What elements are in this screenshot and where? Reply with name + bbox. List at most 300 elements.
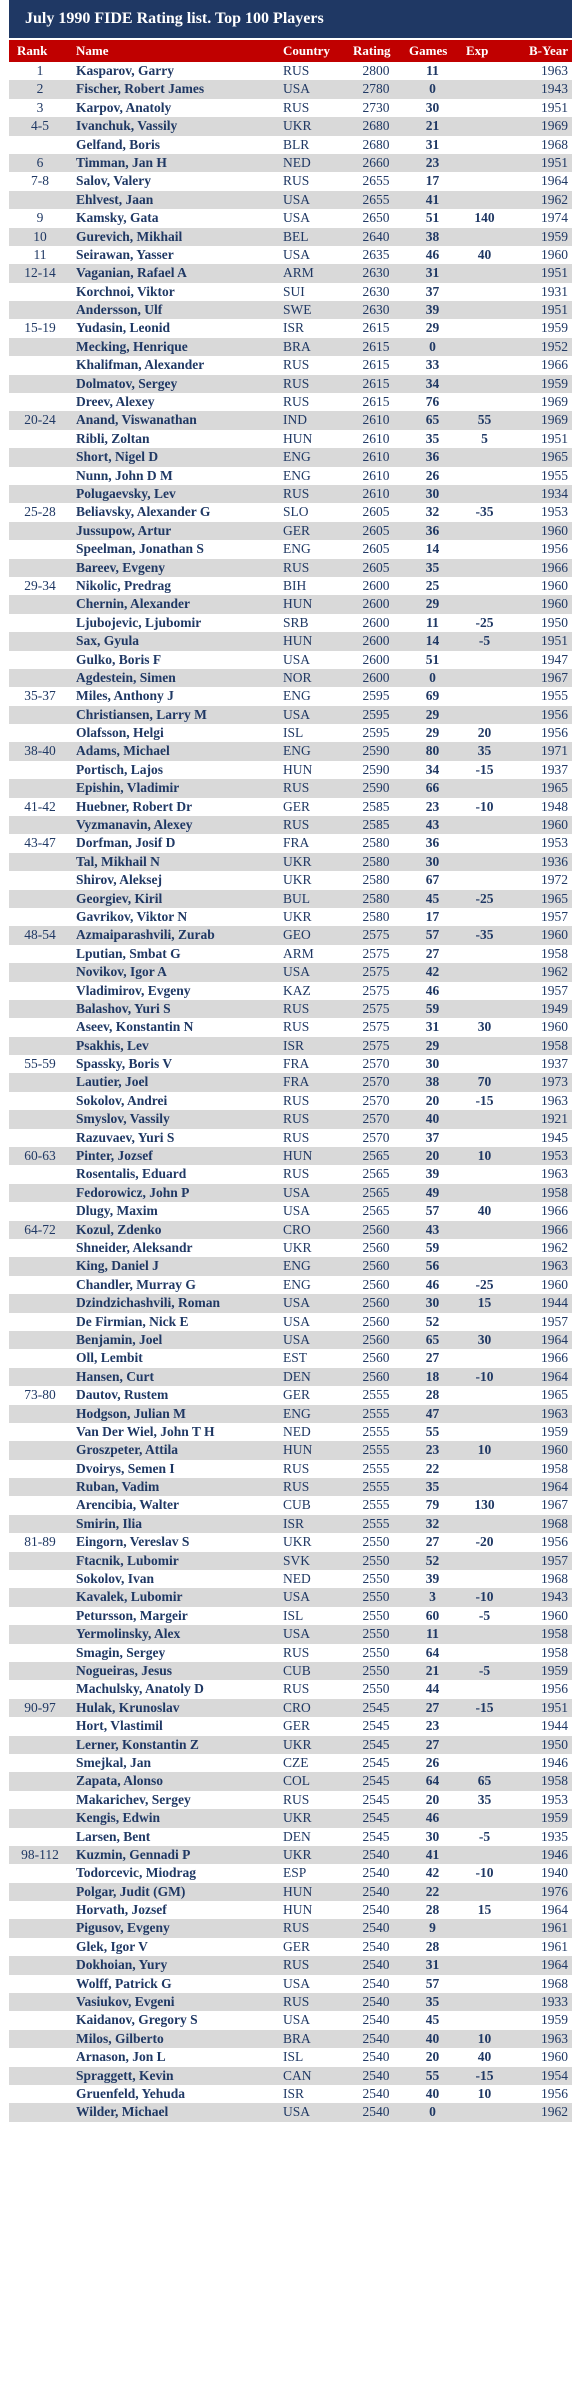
table-row <box>9 1901 572 1919</box>
cell-name: Ehlvest, Jaan <box>76 191 154 207</box>
cell-games: 26 <box>425 1754 440 1770</box>
cell-name: Vladimirov, Evgeny <box>76 982 191 998</box>
cell-country: RUS <box>283 1681 310 1697</box>
cell-name: Kozul, Zdenko <box>76 1221 162 1237</box>
cell-rating: 2540 <box>362 2085 390 2101</box>
cell-rating: 2580 <box>362 835 390 851</box>
table-row <box>9 522 572 540</box>
cell-rank <box>9 2011 71 2029</box>
cell-games: 37 <box>425 283 440 299</box>
table-row <box>9 614 572 632</box>
table-row <box>9 2067 572 2085</box>
cell-exp <box>461 1883 508 1901</box>
cell-games: 0 <box>429 669 436 685</box>
cell-rating: 2545 <box>362 1699 390 1715</box>
cell-exp <box>461 963 508 981</box>
cell-rank <box>9 1129 71 1147</box>
table-row <box>9 1018 572 1036</box>
cell-rank: 64-72 <box>24 1221 56 1237</box>
cell-rating: 2540 <box>362 1883 390 1899</box>
cell-exp <box>461 853 508 871</box>
table-row <box>9 1717 572 1735</box>
cell-games: 64 <box>425 1644 440 1660</box>
cell-name: Wilder, Michael <box>76 2104 169 2120</box>
cell-rating: 2540 <box>362 2030 390 2046</box>
cell-country: GER <box>283 522 310 538</box>
cell-exp <box>461 1846 508 1864</box>
cell-country: USA <box>283 1203 311 1219</box>
cell-rank <box>9 1184 71 1202</box>
cell-birth-year: 1966 <box>541 559 568 575</box>
table-row <box>9 1864 572 1882</box>
cell-rank <box>9 1478 71 1496</box>
table-row <box>9 1607 572 1625</box>
cell-rank <box>9 1294 71 1312</box>
cell-name: Christiansen, Larry M <box>76 706 207 722</box>
cell-rating: 2590 <box>362 761 390 777</box>
table-row <box>9 853 572 871</box>
cell-rank: 7-8 <box>31 173 49 189</box>
cell-games: 38 <box>425 228 440 244</box>
cell-birth-year: 1953 <box>541 504 568 520</box>
cell-games: 30 <box>425 99 440 115</box>
table-row <box>9 982 572 1000</box>
cell-name: Mecking, Henrique <box>76 338 188 354</box>
cell-rank: 60-63 <box>24 1148 56 1164</box>
cell-country: ARM <box>283 265 314 281</box>
cell-rating: 2550 <box>362 1534 390 1550</box>
header-birth-year: B-Year <box>529 43 568 58</box>
cell-country: USA <box>283 2104 311 2120</box>
cell-name: Seirawan, Yasser <box>76 246 174 262</box>
cell-exp <box>461 1754 508 1772</box>
cell-rating: 2590 <box>362 780 390 796</box>
cell-rating: 2550 <box>362 1626 390 1642</box>
cell-rating: 2560 <box>362 1240 390 1255</box>
cell-rating: 2560 <box>362 1276 390 1292</box>
cell-games: 35 <box>425 1994 440 2010</box>
cell-rank <box>9 1993 71 2011</box>
rating-table <box>9 0 572 2122</box>
cell-rating: 2605 <box>362 504 390 520</box>
cell-rank: 3 <box>36 99 44 115</box>
cell-birth-year: 1968 <box>541 1975 568 1991</box>
cell-birth-year: 1960 <box>541 2049 568 2065</box>
table-row <box>9 651 572 669</box>
cell-birth-year: 1958 <box>541 1184 568 1200</box>
header-exp: Exp <box>466 43 489 58</box>
cell-name: Fischer, Robert James <box>76 81 205 97</box>
cell-rank <box>9 1073 71 1091</box>
cell-exp <box>461 136 508 154</box>
table-row <box>9 1110 572 1128</box>
cell-country: COL <box>283 1773 310 1789</box>
cell-exp <box>461 485 508 503</box>
cell-games: 46 <box>425 982 440 998</box>
cell-rating: 2565 <box>362 1148 390 1164</box>
cell-rating: 2560 <box>362 1221 390 1237</box>
cell-games: 33 <box>425 357 440 373</box>
cell-rank <box>9 871 71 889</box>
cell-birth-year: 1955 <box>541 688 568 704</box>
cell-birth-year: 1965 <box>541 780 568 796</box>
cell-rating: 2540 <box>362 2049 390 2065</box>
cell-name: Anand, Viswanathan <box>76 412 197 428</box>
cell-country: USA <box>283 1589 311 1605</box>
cell-rank <box>9 632 71 650</box>
cell-rank <box>9 963 71 981</box>
cell-country: RUS <box>283 817 310 833</box>
cell-birth-year: 1958 <box>541 1460 568 1476</box>
cell-rank: 25-28 <box>24 504 56 520</box>
cell-rank <box>9 1110 71 1128</box>
cell-exp <box>461 2011 508 2029</box>
cell-name: Gurevich, Mikhail <box>76 228 183 244</box>
cell-rating: 2575 <box>362 927 390 943</box>
cell-birth-year: 1965 <box>541 1387 568 1403</box>
cell-games: 52 <box>425 1552 440 1568</box>
cell-name: Makarichev, Sergey <box>76 1791 191 1807</box>
cell-country: ENG <box>283 541 311 557</box>
cell-name: Dokhoian, Yury <box>76 1957 168 1973</box>
cell-rank <box>9 1202 71 1220</box>
table-row <box>9 595 572 613</box>
cell-exp <box>461 1037 508 1055</box>
cell-exp <box>461 669 508 687</box>
cell-name: Dlugy, Maxim <box>76 1203 158 1219</box>
cell-country: USA <box>283 1975 311 1991</box>
table-row <box>9 1938 572 1956</box>
cell-games: 57 <box>425 1203 440 1219</box>
cell-country: RUS <box>283 1957 310 1973</box>
table-row <box>9 1699 572 1717</box>
cell-exp <box>461 1349 508 1367</box>
cell-country: EST <box>283 1350 308 1366</box>
cell-birth-year: 1951 <box>541 1699 568 1715</box>
cell-country: ENG <box>283 1405 311 1421</box>
cell-rank <box>9 2067 71 2085</box>
cell-games: 40 <box>425 2085 440 2101</box>
cell-birth-year: 1958 <box>541 1644 568 1660</box>
cell-country: ENG <box>283 1258 311 1274</box>
header-country: Country <box>283 43 330 58</box>
cell-country: RUS <box>283 1166 310 1182</box>
cell-rank <box>9 2103 71 2121</box>
table-row <box>9 963 572 981</box>
cell-exp <box>461 283 508 301</box>
cell-birth-year: 1956 <box>541 1534 568 1550</box>
cell-exp <box>461 1000 508 1018</box>
cell-birth-year: 1951 <box>541 99 568 115</box>
cell-exp: 15 <box>477 1295 492 1311</box>
cell-games: 23 <box>425 1442 440 1458</box>
cell-games: 46 <box>425 1276 440 1292</box>
cell-name: Korchnoi, Viktor <box>76 283 175 299</box>
cell-games: 42 <box>425 1865 440 1881</box>
cell-rating: 2580 <box>362 908 390 924</box>
cell-country: CAN <box>283 2067 312 2083</box>
cell-rating: 2640 <box>362 228 390 244</box>
cell-birth-year: 1969 <box>541 412 568 428</box>
cell-games: 66 <box>425 780 440 796</box>
cell-birth-year: 1946 <box>541 1754 568 1770</box>
cell-country: HUN <box>283 430 313 446</box>
cell-rating: 2585 <box>362 798 390 814</box>
cell-rating: 2570 <box>362 1074 390 1090</box>
cell-exp <box>461 706 508 724</box>
cell-rating: 2560 <box>362 1368 390 1384</box>
cell-rank <box>9 356 71 374</box>
table-row <box>9 1423 572 1441</box>
cell-rank <box>9 375 71 393</box>
table-row <box>9 117 572 135</box>
cell-rating: 2595 <box>362 725 390 741</box>
cell-country: USA <box>283 2012 311 2028</box>
cell-games: 46 <box>425 246 440 262</box>
cell-rating: 2555 <box>362 1405 390 1421</box>
cell-games: 27 <box>425 1534 440 1550</box>
cell-birth-year: 1958 <box>541 1626 568 1642</box>
cell-rank <box>9 669 71 687</box>
table-row <box>9 724 572 742</box>
cell-games: 26 <box>425 467 440 483</box>
cell-exp <box>461 1386 508 1404</box>
cell-country: RUS <box>283 1791 310 1807</box>
cell-country: NED <box>283 154 311 170</box>
cell-games: 11 <box>426 614 439 630</box>
cell-exp: -10 <box>475 798 494 814</box>
cell-rating: 2550 <box>362 1644 390 1660</box>
cell-games: 22 <box>425 1883 440 1899</box>
cell-rank <box>9 1919 71 1937</box>
cell-country: BEL <box>283 228 309 244</box>
cell-name: Dreev, Alexey <box>76 394 155 410</box>
cell-rating: 2680 <box>362 118 390 134</box>
cell-games: 30 <box>425 853 440 869</box>
cell-exp <box>461 1938 508 1956</box>
cell-exp <box>461 1736 508 1754</box>
cell-rating: 2780 <box>362 81 390 97</box>
cell-exp <box>461 1956 508 1974</box>
cell-exp <box>461 779 508 797</box>
cell-country: RUS <box>283 1644 310 1660</box>
cell-birth-year: 1967 <box>541 669 568 685</box>
cell-exp: -10 <box>475 1589 494 1605</box>
cell-games: 59 <box>425 1240 440 1255</box>
cell-rating: 2610 <box>362 467 390 483</box>
cell-rank <box>9 1515 71 1533</box>
cell-rank <box>9 779 71 797</box>
cell-exp <box>461 1717 508 1735</box>
cell-birth-year: 1960 <box>541 522 568 538</box>
cell-name: Dvoirys, Semen I <box>76 1460 175 1476</box>
cell-games: 25 <box>425 577 440 593</box>
cell-exp <box>461 338 508 356</box>
table-row <box>9 1919 572 1937</box>
cell-exp <box>461 1313 508 1331</box>
cell-birth-year: 1958 <box>541 945 568 961</box>
cell-exp <box>461 1423 508 1441</box>
table-row <box>9 1239 572 1257</box>
table-row <box>9 301 572 319</box>
cell-rank <box>9 1257 71 1275</box>
cell-rating: 2630 <box>362 283 390 299</box>
cell-name: Gelfand, Boris <box>76 136 161 152</box>
cell-name: Olafsson, Helgi <box>76 725 164 741</box>
cell-name: Georgiev, Kiril <box>76 890 163 906</box>
cell-games: 67 <box>425 872 440 888</box>
cell-games: 36 <box>425 449 440 465</box>
cell-rating: 2575 <box>362 1037 390 1053</box>
table-row <box>9 1055 572 1073</box>
cell-exp: -10 <box>475 1865 494 1881</box>
cell-exp: 65 <box>477 1773 492 1789</box>
cell-rating: 2540 <box>362 1957 390 1973</box>
cell-rank <box>9 1496 71 1514</box>
cell-rating: 2565 <box>362 1166 390 1182</box>
cell-exp: 40 <box>477 2049 492 2065</box>
cell-country: HUN <box>283 1442 313 1458</box>
cell-birth-year: 1973 <box>541 1074 568 1090</box>
cell-rating: 2600 <box>362 596 390 612</box>
table-row <box>9 338 572 356</box>
cell-rank <box>9 1883 71 1901</box>
cell-birth-year: 1966 <box>541 357 568 373</box>
table-row <box>9 559 572 577</box>
cell-exp <box>461 982 508 1000</box>
cell-name: Vaganian, Rafael A <box>76 265 187 281</box>
cell-rank <box>9 1791 71 1809</box>
cell-games: 80 <box>425 743 440 759</box>
cell-birth-year: 1960 <box>541 1442 568 1458</box>
cell-name: Agdestein, Simen <box>76 669 176 685</box>
table-row <box>9 816 572 834</box>
cell-exp: 35 <box>477 1791 492 1807</box>
table-body <box>9 62 572 2122</box>
cell-country: UKR <box>283 1736 312 1752</box>
cell-exp <box>461 467 508 485</box>
cell-country: USA <box>283 81 311 97</box>
cell-exp <box>461 522 508 540</box>
cell-country: SWE <box>283 302 312 318</box>
cell-name: Vyzmanavin, Alexey <box>76 817 193 833</box>
cell-name: Ribli, Zoltan <box>76 430 150 446</box>
cell-exp <box>461 1570 508 1588</box>
cell-exp: -35 <box>475 927 494 943</box>
cell-name: Jussupow, Artur <box>76 522 172 538</box>
cell-country: GER <box>283 1387 310 1403</box>
cell-rating: 2555 <box>362 1479 390 1495</box>
cell-rating: 2610 <box>362 430 390 446</box>
cell-games: 9 <box>429 1920 436 1936</box>
cell-rating: 2560 <box>362 1295 390 1311</box>
cell-birth-year: 1963 <box>541 1405 568 1421</box>
table-row <box>9 908 572 926</box>
cell-exp <box>461 1110 508 1128</box>
cell-rating: 2570 <box>362 1056 390 1072</box>
cell-exp <box>461 99 508 117</box>
cell-rank <box>9 301 71 319</box>
cell-country: FRA <box>283 835 310 851</box>
cell-rank <box>9 1331 71 1349</box>
cell-games: 43 <box>425 817 440 833</box>
cell-exp <box>461 945 508 963</box>
table-row <box>9 1552 572 1570</box>
cell-name: Kengis, Edwin <box>76 1810 161 1826</box>
cell-exp: -15 <box>475 2067 494 2083</box>
table-header <box>9 38 572 62</box>
cell-birth-year: 1962 <box>541 1240 568 1255</box>
cell-rating: 2555 <box>362 1497 390 1513</box>
cell-exp <box>461 1055 508 1073</box>
table-row <box>9 1515 572 1533</box>
cell-rating: 2550 <box>362 1589 390 1605</box>
cell-exp <box>461 1625 508 1643</box>
cell-country: UKR <box>283 853 312 869</box>
cell-rank: 15-19 <box>24 320 56 336</box>
cell-birth-year: 1966 <box>541 1221 568 1237</box>
cell-name: Wolff, Patrick G <box>76 1975 172 1991</box>
cell-rank <box>9 1938 71 1956</box>
cell-exp: -20 <box>475 1534 494 1550</box>
cell-name: Dorfman, Josif D <box>76 835 176 851</box>
cell-games: 18 <box>425 1368 440 1384</box>
cell-name: Kamsky, Gata <box>76 210 159 226</box>
cell-birth-year: 1957 <box>541 1552 568 1568</box>
cell-birth-year: 1951 <box>541 302 568 318</box>
cell-birth-year: 1963 <box>541 63 568 78</box>
cell-country: HUN <box>283 1148 313 1164</box>
table-row <box>9 742 572 760</box>
cell-exp <box>461 1478 508 1496</box>
cell-exp <box>461 356 508 374</box>
cell-country: NOR <box>283 669 312 685</box>
cell-rank <box>9 1460 71 1478</box>
cell-name: Smejkal, Jan <box>76 1754 152 1770</box>
table-row <box>9 577 572 595</box>
cell-country: RUS <box>283 1920 310 1936</box>
table-row <box>9 1073 572 1091</box>
cell-name: Huebner, Robert Dr <box>76 798 193 814</box>
cell-rating: 2550 <box>362 1607 390 1623</box>
cell-birth-year: 1946 <box>541 1846 568 1862</box>
table-row <box>9 1460 572 1478</box>
table-row <box>9 1828 572 1846</box>
cell-rank <box>9 1754 71 1772</box>
cell-birth-year: 1948 <box>541 798 568 814</box>
table-row <box>9 2011 572 2029</box>
cell-country: HUN <box>283 1883 313 1899</box>
cell-games: 14 <box>425 633 440 649</box>
cell-birth-year: 1940 <box>541 1865 568 1881</box>
cell-name: Smagin, Sergey <box>76 1644 166 1660</box>
table-row <box>9 761 572 779</box>
cell-rank <box>9 1662 71 1680</box>
table-row <box>9 687 572 705</box>
cell-birth-year: 1960 <box>541 1276 568 1292</box>
cell-exp: -5 <box>478 1828 491 1844</box>
cell-name: Rosentalis, Eduard <box>76 1166 187 1182</box>
cell-exp: 35 <box>477 743 492 759</box>
cell-rating: 2580 <box>362 872 390 888</box>
cell-rating: 2575 <box>362 1000 390 1016</box>
cell-exp <box>461 1975 508 1993</box>
table-row <box>9 1975 572 1993</box>
cell-rank <box>9 1809 71 1827</box>
table-row <box>9 1368 572 1386</box>
table-row <box>9 485 572 503</box>
table-row <box>9 2103 572 2121</box>
